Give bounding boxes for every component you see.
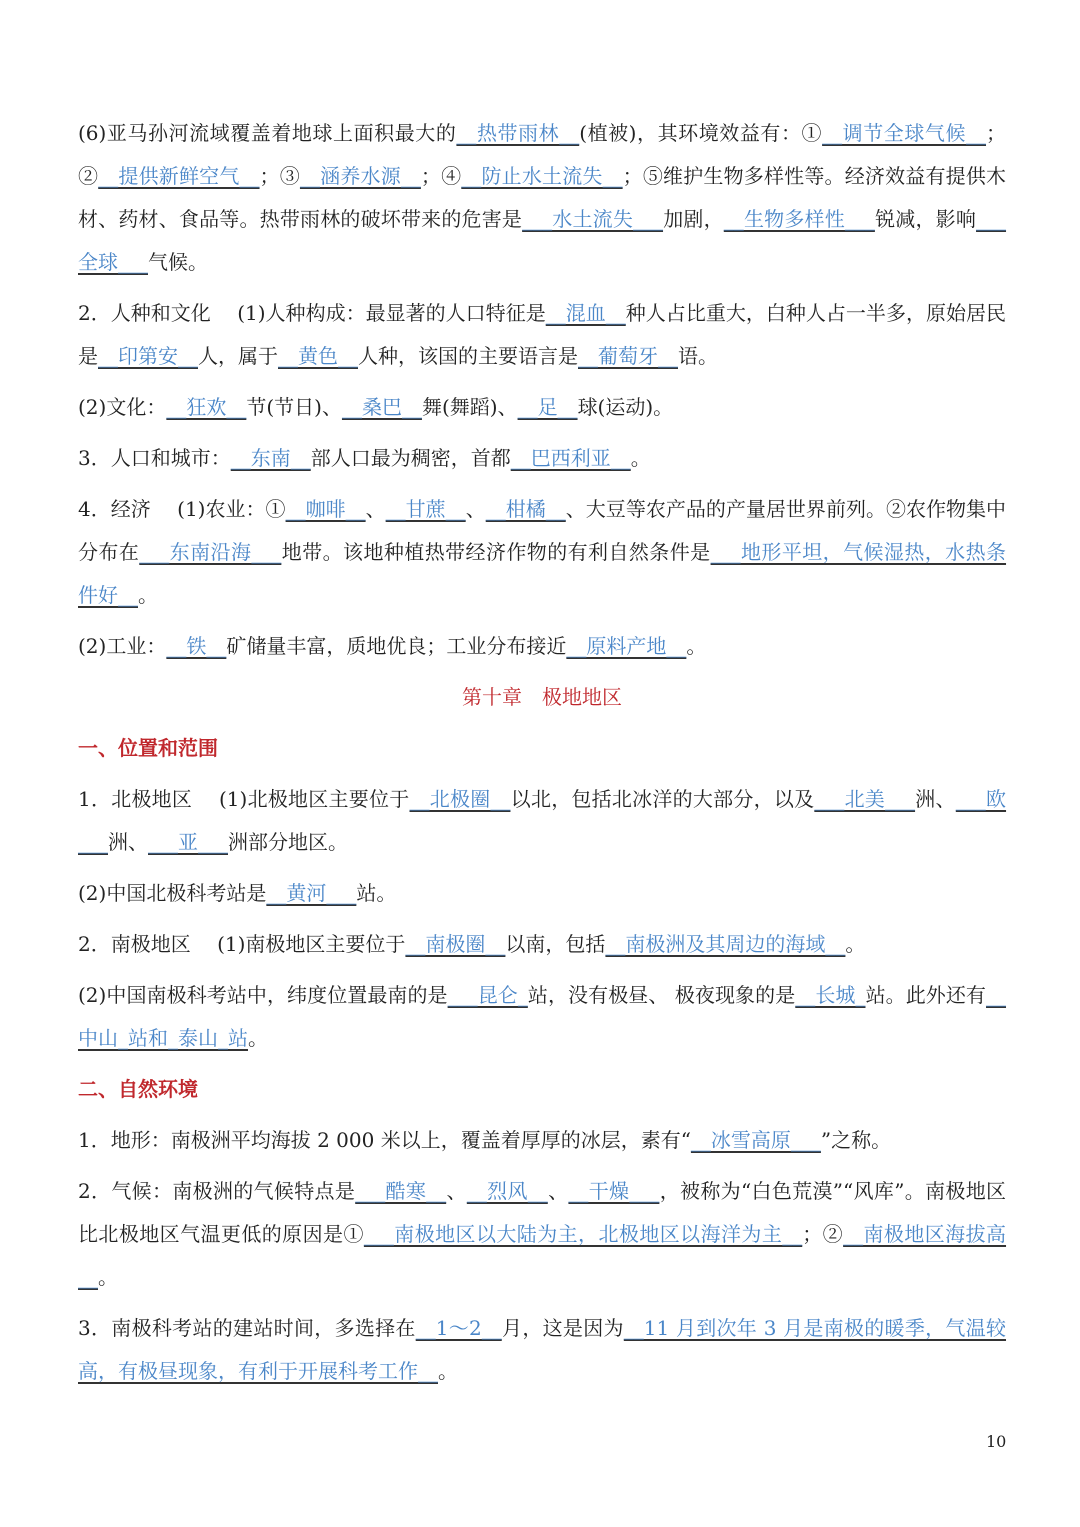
- question-text: 、: [446, 1179, 467, 1203]
- question-text: (2)中国北极科考站是: [78, 881, 267, 905]
- paragraph: [78, 386, 1006, 429]
- answer-blank: __南极圈__: [405, 932, 506, 956]
- page-number: 10: [986, 1432, 1007, 1451]
- answer-blank: __咖啡__: [285, 497, 366, 521]
- answer-blank: ___水土流失___: [522, 207, 664, 231]
- question-text: 。: [438, 1359, 458, 1383]
- answer-blank: __提供新鲜空气__: [98, 164, 260, 188]
- question-text: 1．地形：南极洲平均海拔 2 000 米以上，覆盖着厚厚的冰层，素有“: [78, 1128, 691, 1152]
- paragraph: [78, 292, 1006, 378]
- answer-blank: __冰雪高原___: [690, 1128, 821, 1152]
- paragraph: [78, 923, 1006, 966]
- question-text: 。: [98, 1265, 118, 1289]
- question-text: ；⑤维护生物多样性等。经济效益有提供木材、药材、食品等。热带雨林的破坏带来的危害是: [78, 164, 1007, 231]
- question-text: 、大豆等农产品的产量居世界前列。②农作物集中分布在: [78, 497, 1007, 564]
- question-text: ，被称为“白色荒漠”“风库”。南极地区比北极地区气温更低的原因是①: [78, 1179, 1007, 1246]
- question-text: 站，没有极昼、 极夜现象的是: [527, 983, 796, 1007]
- document-body: [78, 112, 1006, 1401]
- question-text: 洲、: [108, 830, 148, 854]
- question-text: 人，属于: [198, 344, 278, 368]
- answer-blank: ___南极地区以大陆为主，北极地区以海洋为主__: [363, 1222, 803, 1246]
- question-text: 球(运动)。: [577, 395, 674, 419]
- question-text: 站。此外还有: [865, 983, 987, 1007]
- paragraph: [78, 778, 1006, 864]
- paragraph: [78, 1119, 1006, 1162]
- question-text: 部人口最为稠密，首都: [310, 446, 511, 470]
- question-text: 、: [465, 497, 486, 521]
- question-text: ；②: [78, 121, 1007, 188]
- answer-blank: __11 月到次年 3 月是南极的暖季，气温较高，有极昼现象，有利于开展科考工作__: [78, 1316, 1007, 1383]
- answer-blank: __柑橘__: [485, 497, 566, 521]
- answer-blank: ___酷寒__: [355, 1179, 447, 1203]
- question-text: 3．人口和城市：: [78, 446, 231, 470]
- answer-blank: __混血__: [545, 301, 626, 325]
- question-text: 、: [547, 1179, 569, 1203]
- answer-blank: ___地形平坦，气候湿热，水热条件好__: [78, 540, 1007, 607]
- answer-blank: __涵养水源__: [299, 164, 421, 188]
- answer-blank: __黄河___: [266, 881, 357, 905]
- answer-blank: __原料产地__: [566, 634, 687, 658]
- question-text: 洲、: [915, 787, 956, 811]
- question-text: ；②: [802, 1222, 844, 1246]
- answer-blank: __巴西利亚__: [510, 446, 631, 470]
- question-text: (植被)，其环境效益有：①: [579, 121, 823, 145]
- question-text: ；③: [259, 164, 300, 188]
- question-text: 以南，包括: [505, 932, 606, 956]
- question-text: 2．南极地区 (1)南极地区主要位于: [78, 932, 406, 956]
- answer-blank: __桑巴__: [341, 395, 422, 419]
- question-text: 加剧，: [663, 207, 724, 231]
- chapter-title: 第十章 极地地区: [462, 685, 622, 709]
- answer-blank: __南极地区海拔高__: [78, 1222, 1007, 1289]
- paragraph: [78, 872, 1006, 915]
- question-text: 站。: [356, 881, 397, 905]
- question-text: 矿储量丰富，质地优良；工业分布接近: [226, 634, 567, 658]
- question-text: ；④: [420, 164, 462, 188]
- question-text: 3．南极科考站的建站时间，多选择在: [78, 1316, 416, 1340]
- paragraph: [78, 112, 1006, 284]
- answer-blank: ___亚___: [148, 830, 228, 854]
- question-text: 人种，该国的主要语言是: [358, 344, 578, 368]
- question-text: 。: [686, 634, 707, 658]
- question-text: 4．经济 (1)农业：①: [78, 497, 286, 521]
- question-text: 节(节日)、: [246, 395, 342, 419]
- question-text: (2)工业：: [78, 634, 167, 658]
- paragraph: [78, 437, 1006, 480]
- paragraph: [78, 625, 1006, 668]
- answer-blank: __1～2__: [415, 1316, 502, 1340]
- answer-blank: __黄色__: [278, 344, 358, 368]
- question-text: 。: [248, 1026, 268, 1050]
- answer-blank: __印第安__: [98, 344, 198, 368]
- question-text: 2．人种和文化 (1)人种构成：最显著的人口特征是: [78, 301, 546, 325]
- section-heading: 二、自然环境: [78, 1077, 198, 1101]
- question-text: (6)亚马孙河流域覆盖着地球上面积最大的: [78, 121, 457, 145]
- answer-blank: ___东南沿海___: [139, 540, 282, 564]
- answer-blank: __热带雨林__: [456, 121, 580, 145]
- question-text: 1．北极地区 (1)北极地区主要位于: [78, 787, 410, 811]
- question-text: 月，这是因为: [501, 1316, 624, 1340]
- paragraph: [78, 488, 1006, 617]
- answer-blank: __北极圈__: [409, 787, 511, 811]
- question-text: 气候。: [148, 250, 208, 274]
- section-heading: 一、位置和范围: [78, 736, 218, 760]
- answer-blank: __足__: [517, 395, 578, 419]
- question-text: 。: [630, 446, 651, 470]
- answer-blank: ___北美___: [814, 787, 916, 811]
- answer-blank: ___欧___: [78, 787, 1007, 854]
- paragraph: [78, 974, 1006, 1060]
- question-text: 。: [845, 932, 866, 956]
- answer-blank: __铁__: [166, 634, 227, 658]
- answer-blank: ___昆仑_: [447, 983, 528, 1007]
- answer-blank: __调节全球气候__: [822, 121, 987, 145]
- answer-blank: __狂欢__: [166, 395, 247, 419]
- answer-blank: __防止水土流失__: [461, 164, 623, 188]
- question-text: 洲部分地区。: [228, 830, 348, 854]
- answer-blank: __葡萄牙__: [578, 344, 678, 368]
- question-text: 舞(舞蹈)、: [421, 395, 518, 419]
- answer-blank: __甘蔗__: [385, 497, 466, 521]
- question-text: 地带。该地种植热带经济作物的有利自然条件是: [281, 540, 711, 564]
- question-text: (2)中国南极科考站中，纬度位置最南的是: [78, 983, 448, 1007]
- question-text: 2．气候：南极洲的气候特点是: [78, 1179, 356, 1203]
- answer-blank: __干燥___: [568, 1179, 660, 1203]
- answer-blank: __南极洲及其周边的海域__: [605, 932, 846, 956]
- question-text: 锐减，影响: [874, 207, 977, 231]
- answer-blank: __中山_站和_泰山_站: [78, 983, 1007, 1050]
- question-text: (2)文化：: [78, 395, 167, 419]
- answer-blank: ___全球___: [78, 207, 1007, 274]
- answer-blank: __东南__: [230, 446, 311, 470]
- paragraph: [78, 1307, 1006, 1393]
- answer-blank: __烈风__: [466, 1179, 548, 1203]
- question-text: 种人占比重大，白种人占一半多，原始居民是: [78, 301, 1007, 368]
- question-text: ”之称。: [820, 1128, 892, 1152]
- question-text: 。: [138, 583, 158, 607]
- question-text: 语。: [678, 344, 718, 368]
- question-text: 以北，包括北冰洋的大部分，以及: [510, 787, 815, 811]
- answer-blank: __生物多样性___: [723, 207, 875, 231]
- paragraph: [78, 1170, 1006, 1299]
- question-text: 、: [365, 497, 386, 521]
- answer-blank: __长城_: [795, 983, 866, 1007]
